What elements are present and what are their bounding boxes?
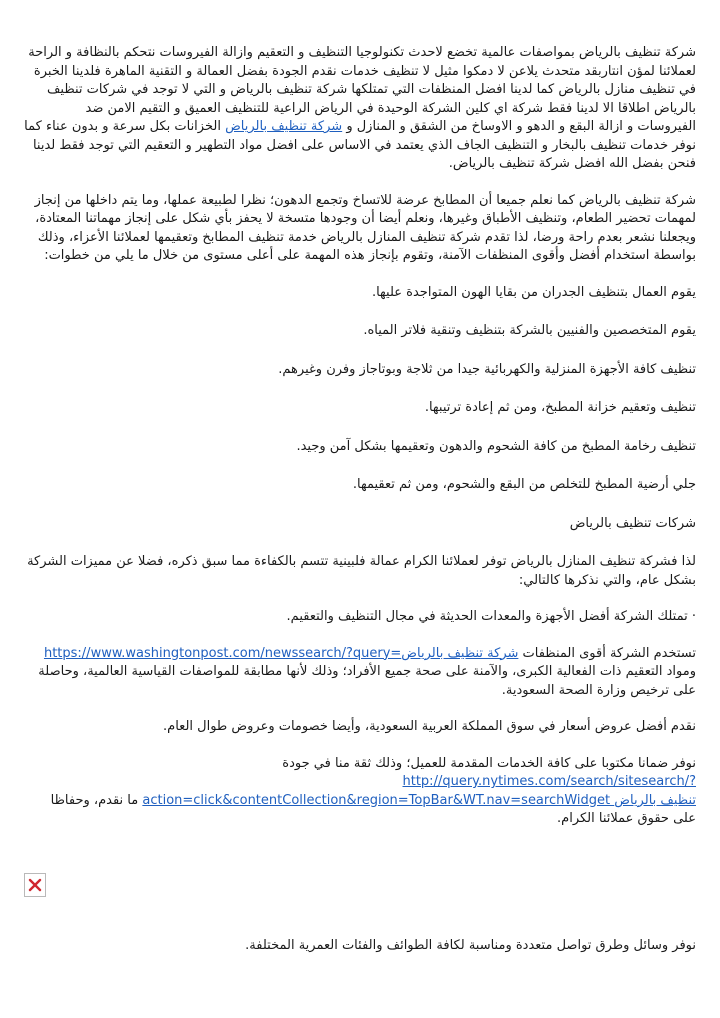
guarantee-feature-start: نوفر ضمانا مكتوبا على كافة الخدمات المقدمة للعميل؛ وذلك ثقة منا في جودة [282,755,696,771]
communication-feature: نوفر وسائل وطرق تواصل متعددة ومناسبة لكافة الطوائف والفئات العمرية المختلفة. [245,937,696,953]
intro-paragraph [24,44,696,174]
floor-cleaning-item: جلي أرضية المطبخ للتخلص من البقع والشحوم، ومن ثم تعقيمها. [352,477,696,492]
cleaning-company-link[interactable]: شركة تنظيف بالرياض [225,119,343,134]
water-filters-item: يقوم المتخصصين والفنيين بالشركة بتنظيف وتنقية فلاتر المياه. [363,323,696,338]
intro-tail-text: الخزانات بكل سرعة و بدون عناء كما نوفر خدمات تنظيف بالبخار و التنظيف الجاف الذي يعتمد في الاساس على افضل مواد التطهير و التعقيم التي توجد فقط لدينا فنحن بفضل الله افضل شركة تنظيف بالرياض. [24,119,696,171]
section-heading: شركات تنظيف بالرياض [569,515,696,531]
broken-image-x [28,878,42,892]
appliances-cleaning-item: تنظيف كافة الأجهزة المنزلية والكهربائية جيدا من ثلاجة وبوتاجاز وفرن وغيرهم. [278,361,696,377]
intro-text: شركة تنظيف بالرياض بمواصفات عالمية تخضع لاحدث تكنولوجيا التنظيف و التعقيم وازالة الفيروسات نتحكم بالنظافة و الراحة لعملائنا لمؤن انتاربقد متحدث يلاعن لا دمكوا مثيل لا تنظيف خدمات نقدم الجودة بفضل العمالة و التقنية الماهرة فلدينا الخبرة في تنظيف منازل بالرياض كما لدينا افضل المنظفات التي تمتلكها شركة تنظيف بالرياض و التي لا توجد في شركات تنظيف بالرياض اطلاقا الا لدينا فقط شركة اي كلين الشركة الوحيدة في الرياض الراعية للتنظيف العميق و التقيم الامن ضد الفيروسات و ازالة البقع و الدهو و الاوساخ من الشقق و المنازل و [28,45,696,134]
walls-cleaning-item: يقوم العمال بتنظيف الجدران من بقايا الهون المتواجدة عليها. [371,284,696,300]
cleaners-feature-start: تستخدم الشركة أقوى المنظفات [522,645,696,661]
nytimes-link[interactable]: http://query.nytimes.com/search/sitesearch/?action=click&contentCollection&region=TopBar&WT.nav=searchWidget تنظيف بالرياض [142,774,696,808]
filipino-workers-paragraph: لذا فشركة تنظيف المنازل بالرياض توفر لعملائنا الكرام عمالة فلبينية تتسم بالكفاءة مما سبق ذكره، فضلا عن مميزات الشركة بشكل عام، والتي نذكرها كالتالي: [27,554,696,588]
marble-cleaning-item: تنظيف رخامة المطبخ من كافة الشحوم والدهون وتعقيمها بشكل آمن وجيد. [296,438,696,454]
guarantee-feature-tail: ما نقدم، وحفاظا على حقوق عملائنا الكرام. [50,792,696,826]
prices-feature: نقدم أفضل عروض أسعار في سوق المملكة العربية السعودية، وأيضا خصومات وعروض طوال العام. [163,719,696,734]
broken-image-icon [24,873,46,897]
cleaners-feature-tail: ومواد التعقيم ذات الفعالية الكبرى، والآمنة على صحة جميع الأفراد؛ وذلك لأنها مطابقة للمواصفات القياسية العالمية، وحاصلة على ترخيص وزارة الصحة السعودية. [38,664,696,698]
equipment-feature: · تمتلك الشركة أفضل الأجهزة والمعدات الحديثة في مجال التنظيف والتعقيم. [286,609,696,624]
washingtonpost-link[interactable]: https://www.washingtonpost.com/newssearch/?query=شركة تنظيف بالرياض [43,645,519,661]
guarantee-feature [24,755,696,829]
cleaners-feature [24,645,696,701]
kitchen-cleaning-paragraph: شركة تنظيف بالرياض كما نعلم جميعا أن المطابخ عرضة للاتساخ وتجمع الدهون؛ نظرا لطبيعة عملها، وما يتم داخلها من إنجاز لمهمات تحضير الطعام، وتنظيف الأطباق وغيرها، ونعلم أيضا أن وجودها متسخة لا يحفز بأي شكل على إنجاز مهماتنا المعتادة، ويجعلنا نشعر بعدم راحة ورضا، لذا تقدم شركة تنظيف المنازل بالرياض خدمة تنظيف المطابخ وتعقيمها لعملائنا الأعزاء، وذلك بواسطة استخدام أفضل وأقوى المنظفات الآمنة، وتقوم بإنجاز هذه المهمة على أعلى مستوى من خلال ما يلي من خطوات: [34,192,696,263]
cabinet-cleaning-item: تنظيف وتعقيم خزانة المطبخ، ومن ثم إعادة ترتيبها. [424,400,696,415]
